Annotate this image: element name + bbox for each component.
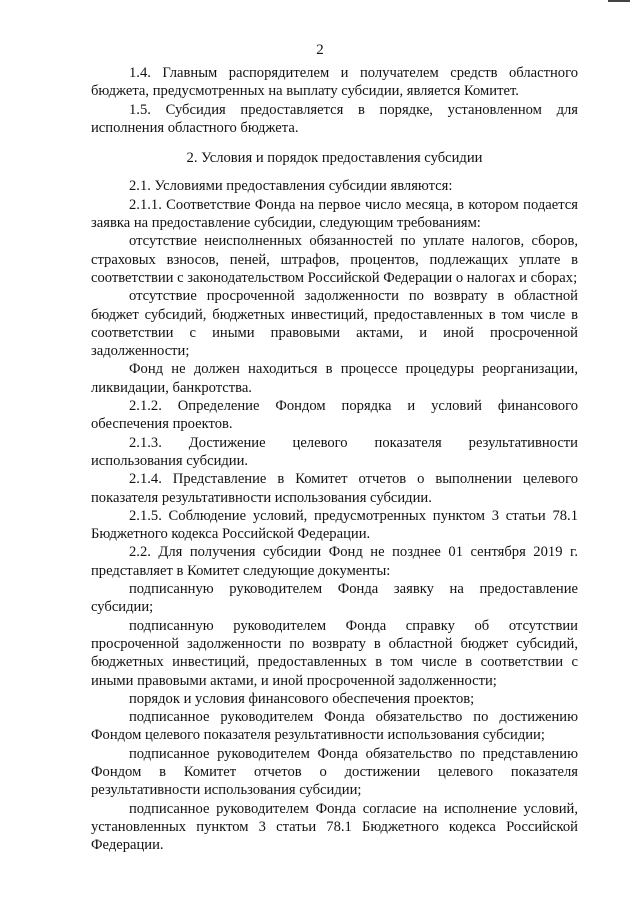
requirement-reorganization: Фонд не должен находиться в процессе процедуры реорганизации, ликвидации, банкротства. [91, 361, 578, 396]
paragraph-2-1-4: 2.1.4. Представление в Комитет отчетов о выполнении целевого показателя результативности использования субсидии. [91, 471, 578, 506]
requirement-debt: отсутствие просроченной задолженности по возврату в областной бюджет субсидий, бюджетных инвестиций, предоставленных в том числе в соответствии с иными правовыми актами, и иной просроченной задолженности; [91, 288, 578, 360]
paragraph-2-2: 2.2. Для получения субсидии Фонд не позднее 01 сентября 2019 г. представляет в Комитет следующие документы: [91, 544, 578, 579]
paragraph-2-1: 2.1. Условиями предоставления субсидии являются: [129, 178, 453, 195]
document-financing-procedure: порядок и условия финансового обеспечения проектов; [129, 690, 475, 707]
paragraph-2-1-5: 2.1.5. Соблюдение условий, предусмотренных пунктом 3 статьи 78.1 Бюджетного кодекса Российской Федерации. [91, 507, 578, 543]
paragraph-1-4: 1.4. Главным распорядителем и получателем средств областного бюджета, предусмотренных на выплату субсидии, является Комитет. [91, 65, 578, 100]
page-number: 2 [316, 42, 324, 58]
section-heading: 2. Условия и порядок предоставления субсидии [186, 150, 483, 167]
paragraph-2-1-1: 2.1.1. Соответствие Фонда на первое число месяца, в котором подается заявка на предоставление субсидии, следующим требованиям: [91, 196, 578, 232]
requirement-taxes: отсутствие неисполненных обязанностей по уплате налогов, сборов, страховых взносов, пеней, штрафов, процентов, подлежащих уплате в соответствии с законодательством Российской Федерации о налогах и сборах; [91, 233, 578, 286]
document-debt-certificate: подписанную руководителем Фонда справку об отсутствии просроченной задолженности по возврату в областной бюджет субсидий, бюджетных инвестиций, предоставленных в том числе в соответствии с иными правовыми актами, и иной просроченной задолженности; [91, 617, 578, 689]
paragraph-2-1-2: 2.1.2. Определение Фондом порядка и условий финансового обеспечения проектов. [91, 398, 578, 433]
paragraph-2-1-3: 2.1.3. Достижение целевого показателя результативности использования субсидии. [91, 434, 578, 469]
scan-corner-mark [608, 0, 630, 6]
document-consent: подписанное руководителем Фонда согласие на исполнение условий, установленных пунктом 3 статьи 78.1 Бюджетного кодекса Российской Федерации. [91, 800, 578, 854]
paragraph-1-5: 1.5. Субсидия предоставляется в порядке, установленном для исполнения областного бюджета. [91, 101, 578, 136]
document-body [91, 64, 578, 854]
document-reporting-obligation: подписанное руководителем Фонда обязательство по представлению Фондом в Комитет отчетов о достижении целевого показателя результативности использования субсидии; [91, 745, 578, 799]
document-performance-obligation: подписанное руководителем Фонда обязательство по достижению Фондом целевого показателя результативности использования субсидии; [91, 709, 578, 744]
document-application: подписанную руководителем Фонда заявку на предоставление субсидии; [91, 581, 578, 616]
